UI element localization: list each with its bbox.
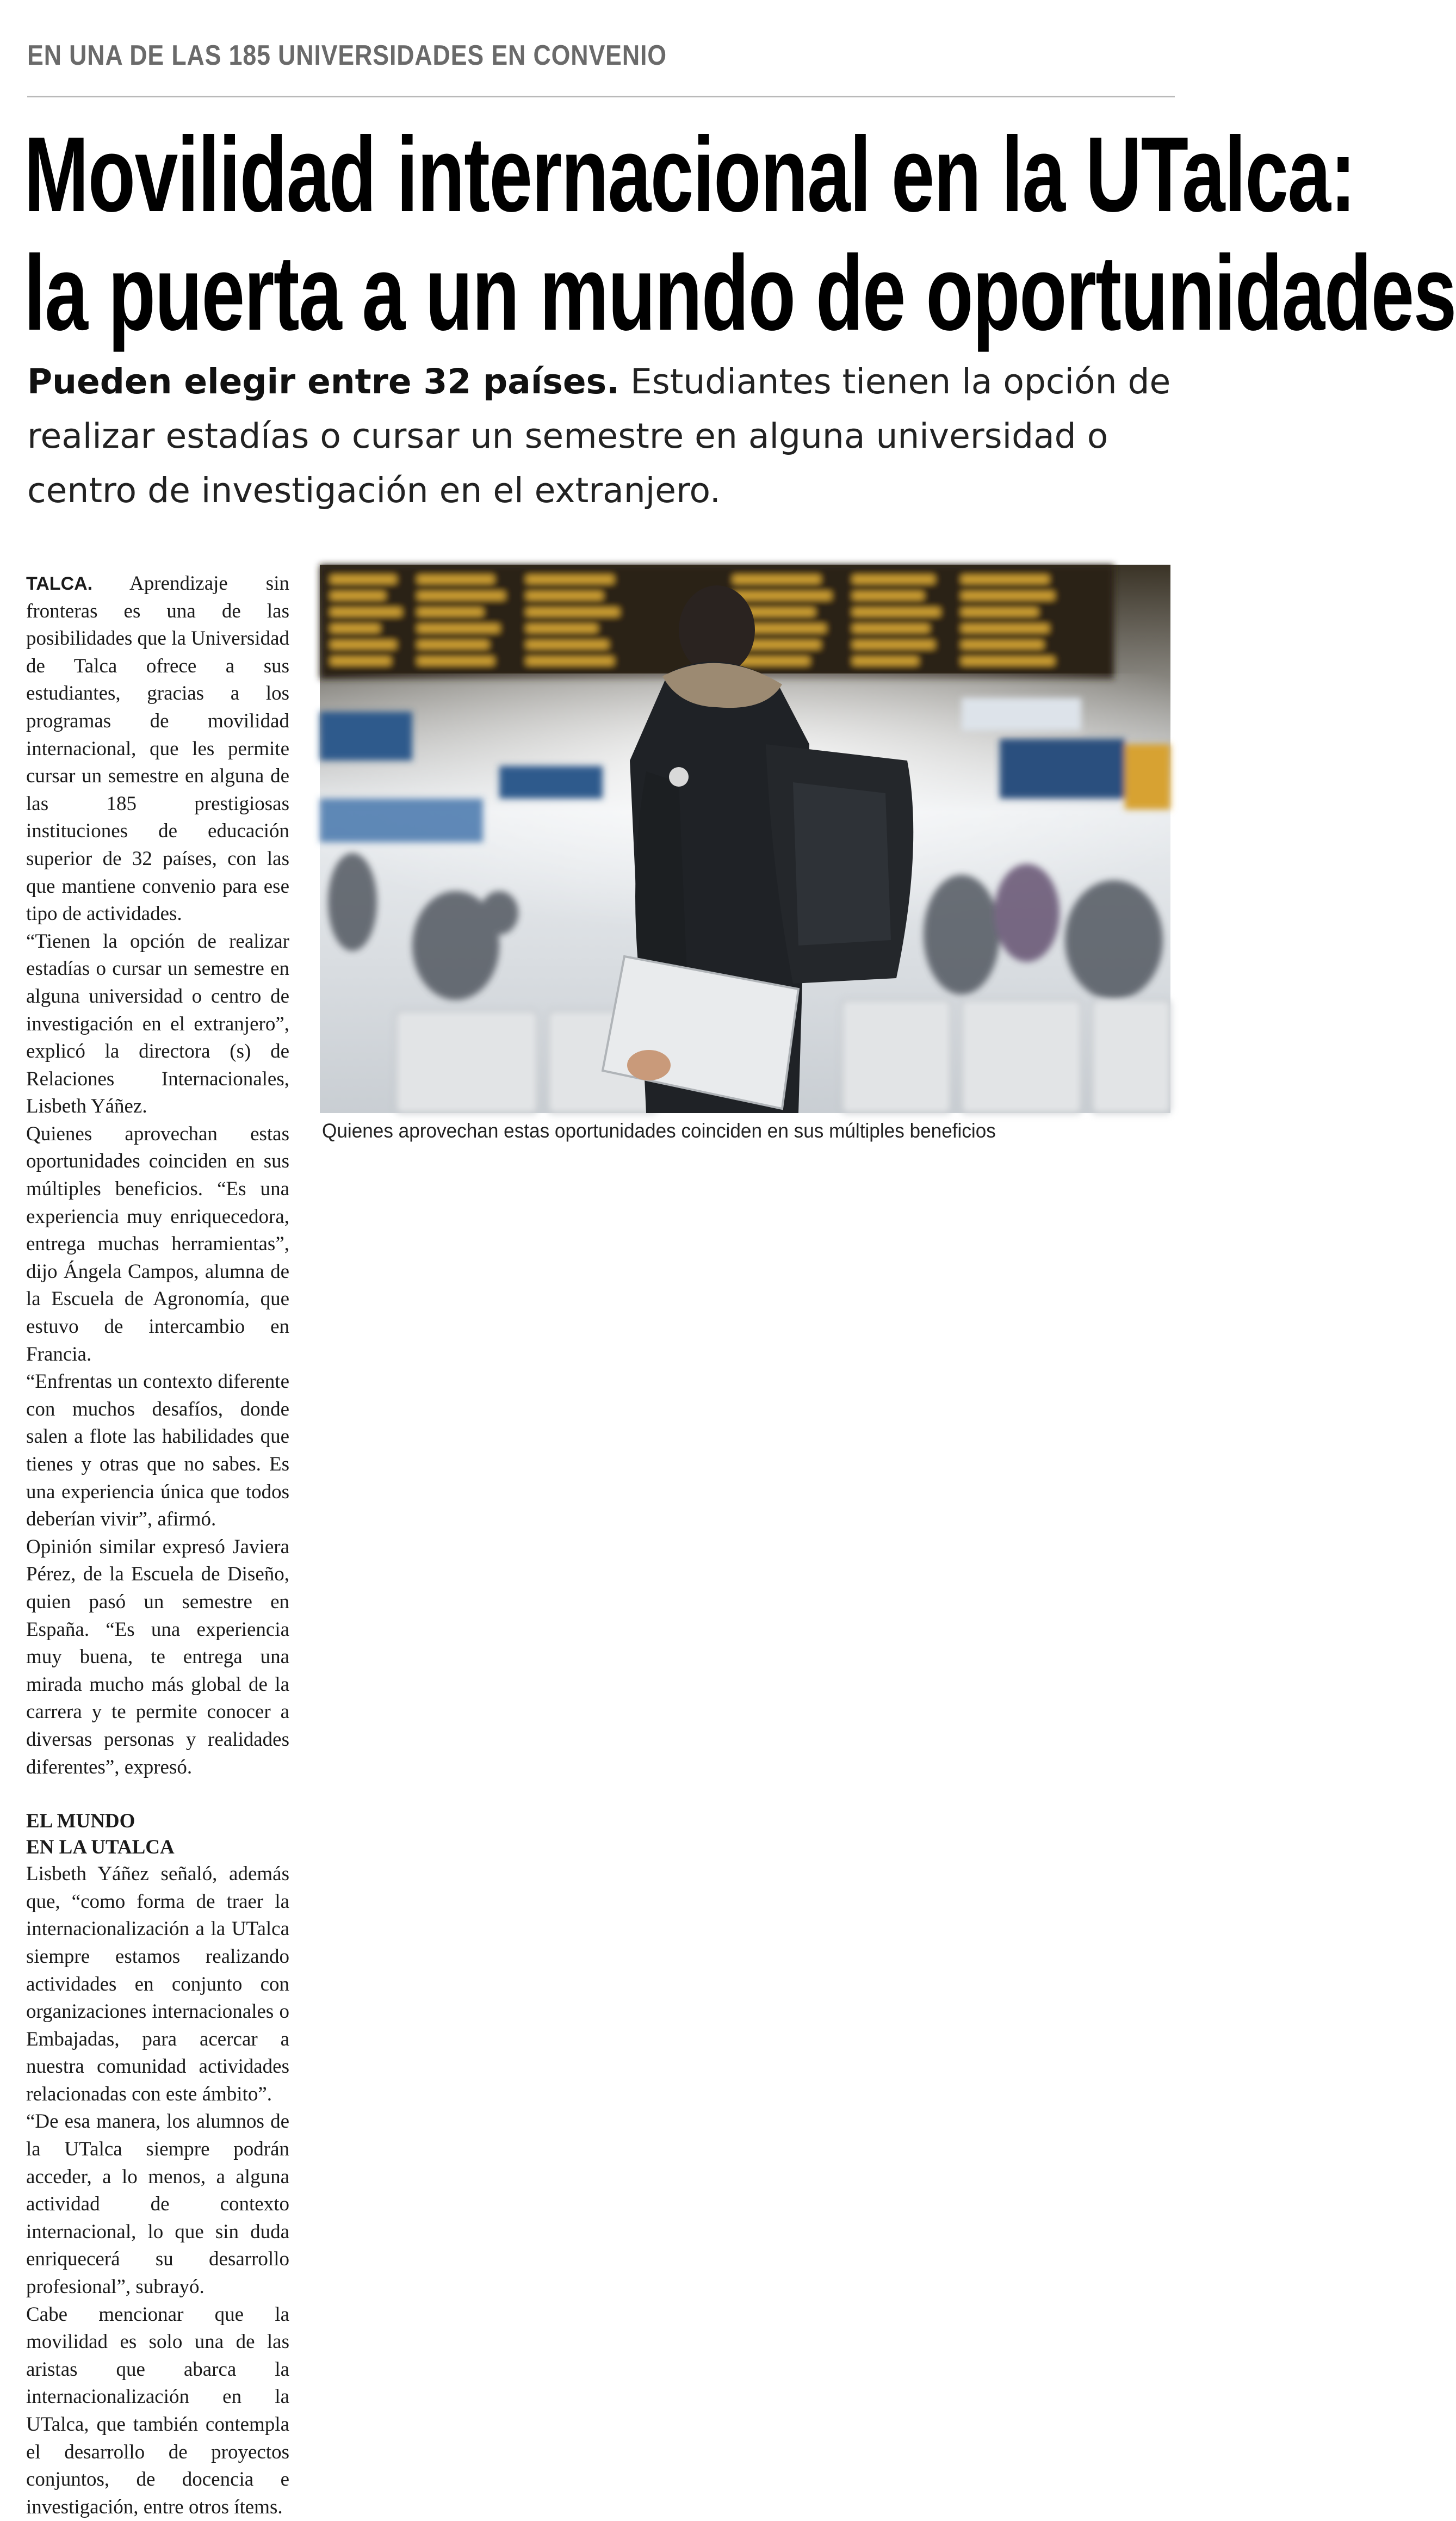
subhead <box>26 1808 289 1861</box>
deck-lead: Pueden elegir entre 32 países. <box>27 362 619 401</box>
paragraph-8: Cabe mencionar que la movilidad es solo una de las aristas que abarca la internacionalización en la UTalca, que también contempla el desarrollo de proyectos conjuntos, de docencia e investigación, entre otros ítems. <box>26 2303 289 2518</box>
paragraph-1 <box>26 570 289 928</box>
paragraph-5: Opinión similar expresó Javiera Pérez, de la Escuela de Diseño, quien pasó un semestre en España. “Es una experiencia muy buena, te entrega una mirada mucho más global de la carrera y te permite conocer a diversas personas y realidades diferentes”, expresó. <box>26 1535 289 1778</box>
paragraph-1-text: Aprendizaje sin fronteras es una de las posibilidades que la Universidad de Talca ofrece a sus estudiantes, gracias a los programas de movilidad internacional, que les permite cursar un semestre en alguna de las 185 prestigiosas instituciones de educación superior de 32 países, con las que mantiene convenio para ese tipo de actividades. <box>26 572 289 925</box>
paragraph-3: Quienes aprovechan estas oportunidades coinciden en sus múltiples beneficios. “Es una experiencia muy enriquecedora, entrega muchas herramientas”, dijo Ángela Campos, alumna de la Escuela de Agronomía, que estuvo de intercambio en Francia. <box>26 1122 289 1365</box>
dateline: TALCA. <box>26 573 93 594</box>
subhead-line-2: EN LA UTALCA <box>26 1836 175 1859</box>
headline-line-1: Movilidad internacional en la UTalca: <box>24 115 1355 234</box>
divider-rule <box>27 96 1175 97</box>
headline-line-2: la puerta a un mundo de oportunidades <box>24 233 1456 353</box>
article-body-column <box>26 570 289 2521</box>
paragraph-7: “De esa manera, los alumnos de la UTalca siempre podrán acceder, a lo menos, a alguna actividad de contexto internacional, lo que sin duda enriquecerá su desarrollo profesional”, subrayó. <box>26 2110 289 2298</box>
photo-caption: Quienes aprovechan estas oportunidades coinciden en sus múltiples beneficios <box>322 1120 996 1142</box>
headline <box>24 115 1456 353</box>
paragraph-6: Lisbeth Yáñez señaló, además que, “como forma de traer la internacionalización a la UTalca siempre estamos realizando actividades en conjunto con organizaciones internacionales o Embajadas, para acercar a nuestra comunidad actividades relacionadas con este ámbito”. <box>26 1863 289 2105</box>
article-photo <box>320 565 1170 1113</box>
deck-text: Estudiantes tienen la opción de realizar estadías o cursar un semestre en alguna universidad o centro de investigación en el extranjero. <box>27 362 1171 510</box>
paragraph-2: “Tienen la opción de realizar estadías o cursar un semestre en alguna universidad o centro de investigación en el extranjero”, explicó la directora (s) de Relaciones Internacionales, Lisbeth Yáñez. <box>26 930 289 1118</box>
subhead-line-1: EL MUNDO <box>26 1810 135 1833</box>
paragraph-4: “Enfrentas un contexto diferente con muchos desafíos, donde salen a flote las habilidades que tienes y otras que no sabes. Es una experiencia única que todos deberían vivir”, afirmó. <box>26 1370 289 1531</box>
deck <box>27 355 1180 518</box>
airport-traveler-photo <box>320 565 1170 1113</box>
kicker: EN UNA DE LAS 185 UNIVERSIDADES EN CONVENIO <box>27 40 667 71</box>
